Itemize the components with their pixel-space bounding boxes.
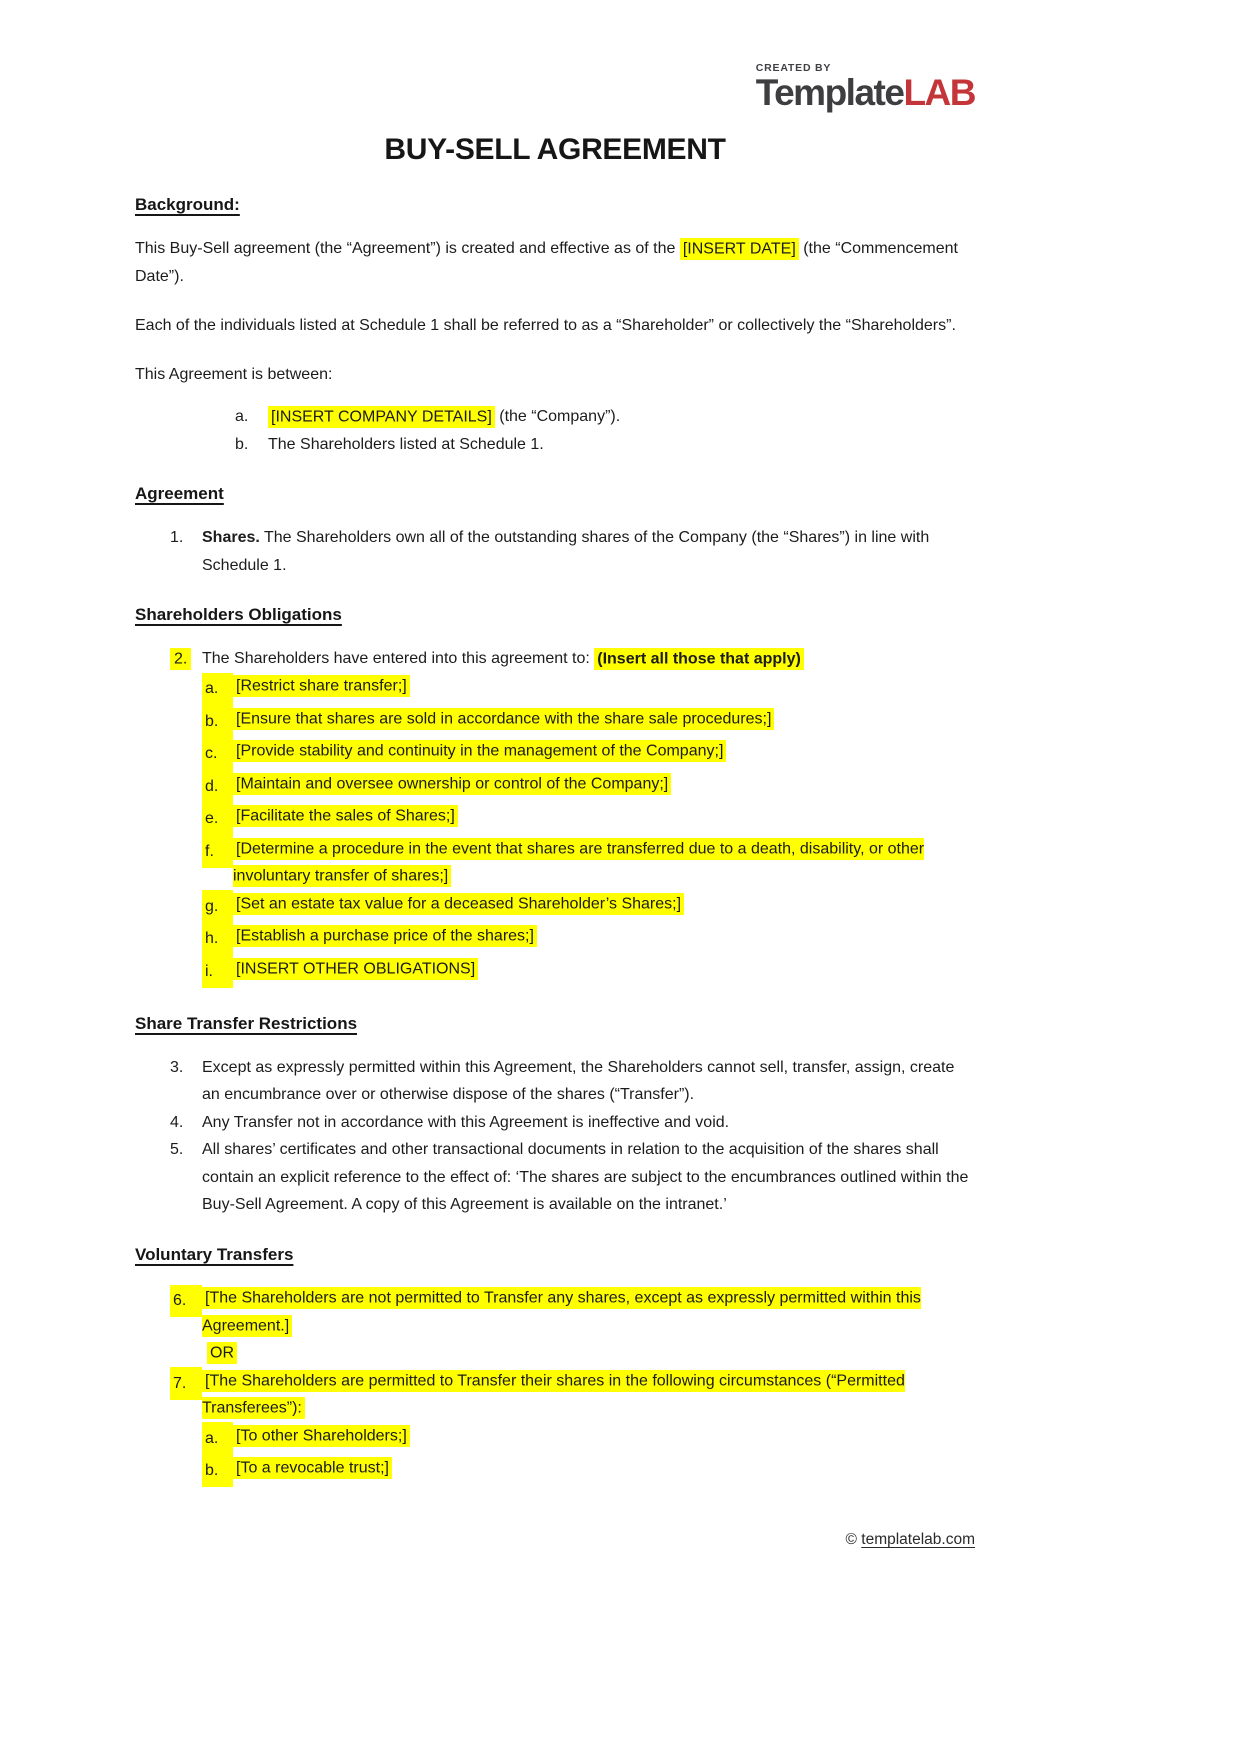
list-item-text: [Maintain and oversee ownership or control of the Company;] [233, 770, 975, 803]
list-item [135, 1455, 975, 1488]
heading-agreement: Agreement [135, 484, 224, 503]
list-item-text: [The Shareholders are permitted to Transfer their shares in the following circumstances (“Permitted Transferees”): [202, 1367, 975, 1422]
insert-all-that-apply-note: (Insert all those that apply) [594, 648, 804, 670]
heading-shareholders-obligations: Shareholders Obligations [135, 605, 342, 624]
list-item-text: [Establish a purchase price of the shares;] [233, 923, 975, 956]
list-item [135, 1422, 975, 1455]
list-marker: a. [202, 1422, 233, 1455]
page-footer [135, 1531, 975, 1609]
or-separator: OR [202, 1340, 975, 1368]
list-item [135, 1136, 975, 1219]
list-item [135, 770, 975, 803]
insert-date-placeholder: [INSERT DATE] [680, 238, 799, 260]
list-item-text: [Facilitate the sales of Shares;] [233, 803, 975, 836]
list-item [135, 403, 975, 431]
logo-brand-template: Template [755, 72, 904, 113]
heading-background: Background: [135, 195, 240, 214]
shares-term: Shares. [202, 529, 260, 546]
list-marker: 1. [170, 529, 184, 546]
list-item-text: [To a revocable trust;] [233, 1455, 975, 1488]
templatelab-link[interactable]: templatelab.com [861, 1531, 975, 1548]
templatelab-logo [756, 62, 975, 111]
list-item-text: [INSERT OTHER OBLIGATIONS] [233, 955, 975, 988]
paragraph-shareholders: Each of the individuals listed at Schedule 1 shall be referred to as a “Shareholder” or collectively the “Shareholders”. [135, 317, 956, 334]
list-item-text: Shares. The Shareholders own all of the outstanding shares of the Company (the “Shares”) in line with Schedule 1. [202, 529, 930, 574]
page-title: BUY-SELL AGREEMENT [384, 133, 726, 166]
logo-brand [756, 72, 975, 113]
list-item-text: [INSERT COMPANY DETAILS] (the “Company”). [268, 403, 975, 431]
list-item-text: Any Transfer not in accordance with this Agreement is ineffective and void. [202, 1113, 730, 1131]
list-marker: d. [202, 770, 233, 803]
heading-voluntary-transfers: Voluntary Transfers [135, 1244, 294, 1264]
logo-brand-lab: LAB [903, 72, 975, 113]
list-marker: 6. [170, 1285, 202, 1368]
list-item-text: Except as expressly permitted within this Agreement, the Shareholders cannot sell, transfer, assign, create an encumbrance over or otherwise dispose of the shares (“Transfer”). [202, 1058, 955, 1103]
list-item [135, 705, 975, 738]
list-item [135, 1285, 975, 1368]
list-item [135, 835, 975, 890]
list-marker: 2. [170, 645, 202, 673]
list-marker: b. [235, 435, 249, 453]
logo [135, 62, 975, 111]
list-marker: b. [202, 1455, 233, 1488]
list-item [135, 1367, 975, 1422]
list-item-text: [Determine a procedure in the event that shares are transferred due to a death, disability, or other involuntary transfer of shares;] [233, 835, 975, 890]
list-marker: e. [202, 803, 233, 836]
list-item [135, 524, 975, 579]
paragraph-text: (the “Commencement Date”). [135, 240, 958, 285]
list-item [135, 673, 975, 706]
list-item [135, 890, 975, 923]
list-marker: 3. [170, 1058, 184, 1076]
list-item-text: [To other Shareholders;] [233, 1422, 975, 1455]
list-item [135, 1054, 975, 1109]
list-item [135, 738, 975, 771]
list-marker: b. [202, 705, 233, 738]
list-marker: f. [202, 835, 233, 890]
list-item-text: [The Shareholders are not permitted to Transfer any shares, except as expressly permitted within this Agreement.] OR [202, 1285, 975, 1368]
logo-created-by: CREATED BY [755, 62, 832, 74]
list-marker: h. [202, 923, 233, 956]
list-item [135, 431, 975, 459]
list-marker: i. [202, 955, 233, 988]
paragraph-text: This Buy-Sell agreement (the “Agreement”) is created and effective as of the [135, 240, 680, 257]
list-item-text: The Shareholders listed at Schedule 1. [268, 435, 544, 453]
list-marker: a. [235, 408, 249, 425]
list-item-text: [Ensure that shares are sold in accordance with the share sale procedures;] [233, 705, 975, 738]
list-item [135, 803, 975, 836]
list-item-text: All shares’ certificates and other transactional documents in relation to the acquisition of the shares shall contain an explicit reference to the effect of: ‘The shares are subject to the encumbrances outlined within the Buy-Sell Agreement. A copy of this Agreement is available on the intranet.’ [202, 1141, 969, 1213]
list-item-text: [Set an estate tax value for a deceased Shareholder’s Shares;] [233, 890, 975, 923]
paragraph-between: This Agreement is between: [135, 366, 333, 383]
list-marker: a. [202, 673, 233, 706]
copyright-icon: © [845, 1531, 857, 1548]
list-item [135, 645, 975, 673]
list-item [135, 1109, 975, 1137]
list-item [135, 923, 975, 956]
insert-company-details-placeholder: [INSERT COMPANY DETAILS] [268, 406, 495, 428]
list-marker: 5. [170, 1141, 184, 1158]
list-item [135, 955, 975, 988]
list-marker: 4. [170, 1113, 184, 1131]
list-marker: 7. [170, 1367, 202, 1422]
heading-share-transfer-restrictions: Share Transfer Restrictions [135, 1013, 358, 1033]
list-item-text: [Restrict share transfer;] [233, 673, 975, 706]
list-item-text: The Shareholders have entered into this agreement to: (Insert all those that apply) [202, 645, 975, 673]
list-marker: c. [202, 738, 233, 771]
paragraph-commencement [135, 235, 975, 291]
list-marker: g. [202, 890, 233, 923]
list-item-text: [Provide stability and continuity in the management of the Company;] [233, 738, 975, 771]
